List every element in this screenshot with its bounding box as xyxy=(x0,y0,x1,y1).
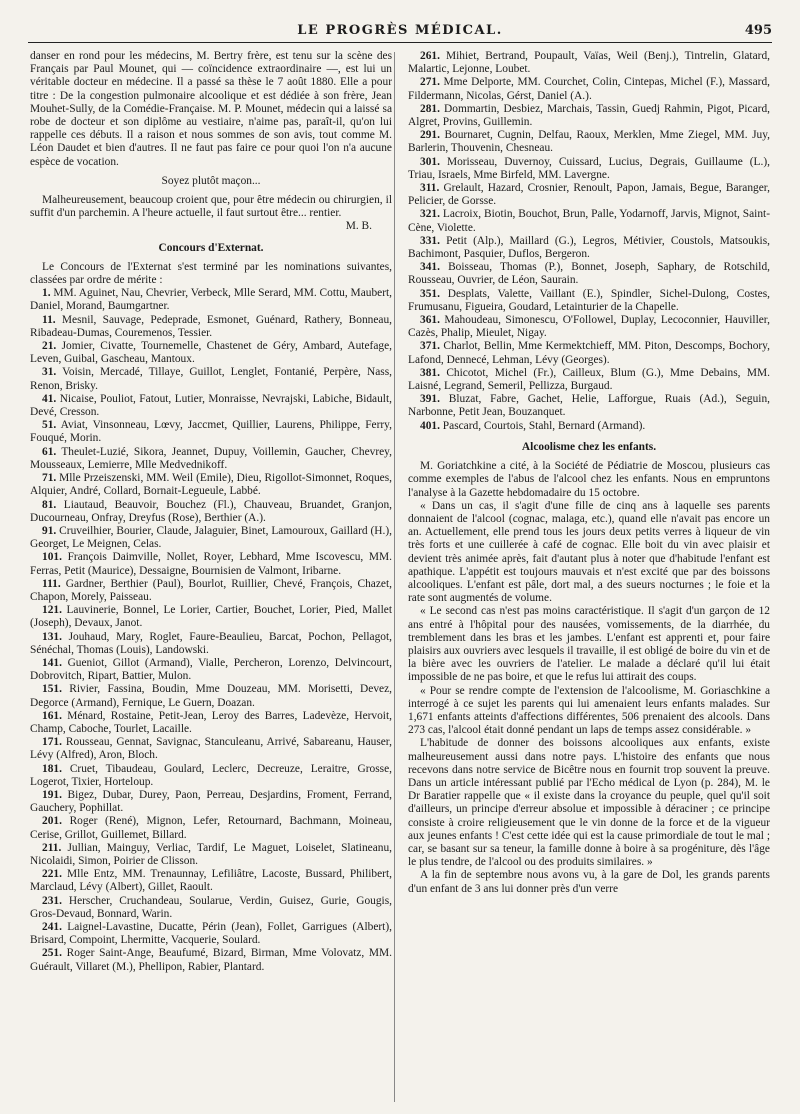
rank-number: 401. xyxy=(420,419,440,432)
rank-entry xyxy=(408,103,770,129)
rank-number: 181. xyxy=(42,762,62,775)
rank-number: 261. xyxy=(420,50,440,62)
rank-number: 391. xyxy=(420,393,440,406)
journal-title: LE PROGRÈS MÉDICAL. xyxy=(297,23,503,38)
rank-number: 311. xyxy=(420,182,440,195)
rank-names: Cruet, Tibaudeau, Goulard, Leclerc, Decreuze, Leraitre, Grosse, Logerot, Tixier, Horteloup. xyxy=(30,762,392,788)
rank-names: Mlle Entz, MM. Trenaunnay, Lefiliâtre, Lacoste, Bussard, Philibert, Marclaud, Lévy (Albert), Gillet, Raoult. xyxy=(30,868,392,894)
rank-names: Morisseau, Duvernoy, Cuissard, Lucius, Degrais, Guillaume (L.), Triau, Israels, Mme Birfeld, MM. Lavergne. xyxy=(408,155,770,181)
rank-entry xyxy=(408,208,770,234)
rank-names: Ménard, Rostaine, Petit-Jean, Leroy des Barres, Ladevèze, Hervoit, Champ, Caboche, Tourlet, Lacaille. xyxy=(30,709,392,735)
rank-number: 21. xyxy=(42,340,57,353)
rank-names: Bluzat, Fabre, Gachet, Helie, Lafforgue, Ruais (Ad.), Seguin, Narbonne, Petit Jean, Bouzanquet. xyxy=(408,393,770,419)
left-column xyxy=(30,50,392,1108)
rank-number: 51. xyxy=(42,419,57,432)
rank-entry xyxy=(30,551,392,577)
rank-entry xyxy=(30,763,392,789)
rank-entry xyxy=(30,393,392,419)
rank-number: 111. xyxy=(42,577,61,590)
rank-entry xyxy=(30,419,392,445)
rank-names: Mme Delporte, MM. Courchet, Colin, Cintepas, Michel (F.), Massard, Fildermann, Nicolas, Gérst, Daniel (A.). xyxy=(408,76,770,102)
rank-names: Theulet-Luzié, Sikora, Jeannet, Dupuy, Voillemin, Gaucher, Chevrey, Mousseaux, Lemierre, Mlle Medvednikoff. xyxy=(30,445,392,471)
rank-entry xyxy=(408,367,770,393)
alcool-article xyxy=(408,460,770,896)
article-paragraph: A la fin de septembre nous avons vu, à la gare de Dol, les grands parents d'un enfant de 3 ans lui donner près d'un verre xyxy=(408,869,770,895)
rank-number: 371. xyxy=(420,340,440,353)
intro-paragraph: danser en rond pour les médecins, M. Bertry frère, est tenu sur la scène des Français par Paul Mounet, qui — coïncidence extraordinaire —, est lui un véritable docteur en médecine. Il a passé sa thèse le 7 août 1880. Elle a pour titre : De la congestion pulmonaire alcoolique et est dédiée à son frère, Jean Mouhet-Sully, de la Comédie-Française. M. P. Mounet, médecin qui a laissé sa robe de docteur et son diplôme au vestiaire, n'aime pas, paraît-il, qu'on lui rappelle ces débuts. Il a raison et nous sommes de son avis, tout comme M. Léon Daudet et bien d'autres. Il ne faut pas faire ce pour quoi l'on n'a aucune espèce de vocation. xyxy=(30,50,392,168)
rank-entry xyxy=(30,472,392,498)
article-paragraph: L'habitude de donner des boissons alcooliques aux enfants, existe malheureusement aussi dans notre pays. L'histoire des enfants que nous recevons dans notre service de Bicêtre nous en fournit trop souvent la preuve. Dans un article intéressant publié par l'Echo médical de Lyon (p. 284), M. le Dr Baratier rappelle que « il existe dans la croyance du peuple, quel qu'il soit d'ailleurs, un principe d'erreur absolue et impossible à déraciner ; ce principe consiste à croire religieusement que le vin donne de la force et de la vigueur aux jeunes enfants ! C'est cette idée qui est la cause primordiale de tout le mal ; car, se basant sur sa teneur, la famille donne à boire à sa progéniture, dès l'âge le plus tendre, de l'alcool ou des produits similaires. » xyxy=(408,737,770,869)
rank-number: 221. xyxy=(42,868,62,881)
rank-number: 71. xyxy=(42,472,57,485)
rank-names: Jouhaud, Mary, Roglet, Faure-Beaulieu, Barcat, Pochon, Pellagot, Sénéchal, Thomas (Louis), Landowski. xyxy=(30,630,392,656)
rank-entry xyxy=(30,525,392,551)
article-paragraph: « Pour se rendre compte de l'extension de l'alcoolisme, M. Goriaschkine a interrogé à ce sujet les parents qui lui amenaient leurs enfants malades. Sur 1,671 enfants atteints d'affections différentes, 506 prenaient des alcools. Dans 273 cas, l'alcool était donné pendant un laps de temps assez considérable. » xyxy=(408,684,770,737)
rank-names: Dommartin, Desbiez, Marchais, Tassin, Guedj Rahmin, Pigot, Picard, Algret, Provins, Guillemin. xyxy=(408,102,770,129)
rank-names: Jullian, Mainguy, Verliac, Tardif, Le Maguet, Loiselet, Slatineanu, Nicolaidi, Simon, Poirier de Clisson. xyxy=(30,841,392,867)
rank-names: Pascard, Courtois, Stahl, Bernard (Armand). xyxy=(442,419,646,432)
rank-entry xyxy=(30,340,392,366)
rank-names: Roger Saint-Ange, Beaufumé, Bizard, Birman, Mme Volovatz, MM. Guérault, Villaret (M.), Phellipon, Rabier, Plantard. xyxy=(30,947,392,973)
rank-entry xyxy=(30,842,392,868)
rank-names: Charlot, Bellin, Mme Kermektchieff, MM. Piton, Descomps, Bochory, Lafond, Dennecé, Lehman, Lévy (Georges). xyxy=(408,340,770,366)
rank-entry xyxy=(30,604,392,630)
rank-entry xyxy=(30,499,392,525)
rank-entry xyxy=(408,156,770,182)
rank-names: Laignel-Lavastine, Ducatte, Périn (Jean), Follet, Garrigues (Albert), Brisard, Compoint, Lhermitte, Vacquerie, Soulard. xyxy=(30,921,392,947)
rank-names: MM. Aguinet, Nau, Chevrier, Verbeck, Mlle Serard, MM. Cottu, Maubert, Daniel, Morand, Baumgartner. xyxy=(30,287,392,313)
concours-title: Concours d'Externat. xyxy=(158,241,264,254)
rank-number: 151. xyxy=(42,683,62,696)
rank-entry xyxy=(408,314,770,340)
rank-number: 251. xyxy=(42,947,62,960)
rank-names: Bournaret, Cugnin, Delfau, Raoux, Merklen, Mme Ziegel, MM. Juy, Barlerin, Thouvenin, Chesneau. xyxy=(408,129,770,155)
rank-number: 341. xyxy=(420,261,440,274)
rank-names: Desplats, Valette, Vaillant (E.), Spindler, Sichel-Dulong, Costes, Frumusanu, Figueira, Goudard, Letainturier de la Chapelle. xyxy=(408,287,770,313)
rank-names: Chicotot, Michel (Fr.), Cailleux, Blum (G.), Mme Debains, MM. Laisné, Legrand, Semeril, Pellizza, Burgaud. xyxy=(408,366,770,393)
rank-names: Jomier, Civatte, Tournemelle, Chastenet de Géry, Ambard, Autefage, Leven, Guibal, Gascheau, Mantoux. xyxy=(30,340,392,366)
rank-entry xyxy=(30,921,392,947)
rank-entry xyxy=(30,287,392,313)
rank-number: 61. xyxy=(42,445,57,458)
rank-names: Boisseau, Thomas (P.), Bonnet, Joseph, Saphary, de Rotschild, Rousseau, Ouvrier, de Léon, Saurain. xyxy=(408,261,770,287)
rank-names: Aviat, Vinsonneau, Lœvy, Jaccmet, Quillier, Laurens, Philippe, Ferry, Fouqué, Morin. xyxy=(30,419,392,445)
rank-names: Gueniot, Gillot (Armand), Vialle, Percheron, Lorenzo, Delvincourt, Dobrovitch, Ripart, Battier, Mulon. xyxy=(30,656,392,683)
right-rank-list xyxy=(408,50,770,433)
rank-names: Lacroix, Biotin, Bouchot, Brun, Palle, Yodarnoff, Jarvis, Mignot, Saint-Cène, Violette. xyxy=(408,208,770,234)
rank-number: 381. xyxy=(420,366,440,379)
signature: M. B. xyxy=(345,220,372,233)
rank-entry xyxy=(408,393,770,419)
rank-number: 91. xyxy=(42,524,57,537)
rank-entry xyxy=(30,631,392,657)
rank-number: 201. xyxy=(42,815,62,828)
rank-entry xyxy=(30,736,392,762)
column-divider xyxy=(394,52,395,1102)
rank-names: Mahoudeau, Simonescu, O'Followel, Duplay, Lecoconnier, Hauviller, Cazès, Phalip, Mieulet, Nigay. xyxy=(408,314,770,340)
rank-number: 241. xyxy=(42,921,62,933)
rank-entry xyxy=(408,340,770,366)
rank-entry xyxy=(30,710,392,736)
article-paragraph: « Dans un cas, il s'agit d'une fille de cinq ans à laquelle ses parents donnaient de l'alcool (cognac, malaga, etc.), quand elle n'avait pas encore un an. Actuellement, elle prend tous les jours deux petits verres à liqueur de vin très forts et une cuillerée à café de cognac. Elle boit du vin avec plaisir et devient très animée après, fait d'autant plus à noter que d'habitude l'enfant est apathique. L'appétit est toujours mauvais et n'est excité que par des boissons alcooliques. L'enfant est pâle, dort mal, a des sueurs nocturnes ; le foie et la rate sont augmentés de volume. xyxy=(408,499,770,605)
page-header xyxy=(28,18,772,43)
rank-names: Herscher, Cruchandeau, Soularue, Verdin, Guisez, Gurie, Gougis, Gros-Devaud, Bonnard, Warin. xyxy=(30,894,392,920)
rank-entry xyxy=(30,314,392,340)
rank-number: 321. xyxy=(420,208,440,221)
rank-number: 231. xyxy=(42,894,62,907)
article-paragraph: M. Goriatchkine a cité, à la Société de Pédiatrie de Moscou, plusieurs cas comme exemples de l'abus de l'alcool chez les enfants. Nous en empruntons l'analyse à la Gazette hebdomadaire du 15 octobre. xyxy=(408,460,770,499)
rank-entry xyxy=(408,50,770,76)
concours-intro: Le Concours de l'Externat s'est terminé par les nominations suivantes, classées par ordre de mérite : xyxy=(30,260,392,287)
right-column xyxy=(408,50,770,1108)
rank-number: 281. xyxy=(420,102,440,115)
rank-number: 121. xyxy=(42,604,62,617)
rank-entry xyxy=(30,578,392,604)
page-number: 495 xyxy=(744,23,772,38)
rank-entry xyxy=(408,420,770,433)
rank-number: 331. xyxy=(420,234,440,247)
article-paragraph: « Le second cas n'est pas moins caractéristique. Il s'agit d'un garçon de 12 ans entré à l'hôpital pour des nausées, vomissements, de la diarrhée, du tremblement dans les bras et les jambes. L'enfant est apprenti et, pour faire plaisirs aux ouvriers avec lesquels il travaille, il est obligé de boire du vin et de la bière avec les ouvriers de l'atelier. Le malade a déclaré qu'il lui était impossible de ne pas boire, et que le refus lui attirait des coups. xyxy=(408,605,770,684)
rank-entry xyxy=(30,789,392,815)
rank-names: Nicaise, Pouliot, Fatout, Lutier, Monraisse, Nevrajski, Labiche, Bidault, Devé, Cresson. xyxy=(30,392,392,419)
rank-number: 361. xyxy=(420,314,440,327)
rank-names: Mihiet, Bertrand, Poupault, Vaïas, Weil (Benj.), Tintrelin, Glatard, Malartic, Lejonne, Loubet. xyxy=(408,50,770,76)
rank-entry xyxy=(408,182,770,208)
rank-entry xyxy=(30,815,392,841)
rank-number: 81. xyxy=(42,498,57,511)
rank-names: Rousseau, Gennat, Savignac, Stanculeanu, Arrivé, Sabareanu, Hauser, Lévy (Alfred), Aron, Bloch. xyxy=(30,736,392,762)
rank-number: 101. xyxy=(42,551,62,564)
rank-entry xyxy=(408,76,770,102)
rank-names: Mlle Przeiszenski, MM. Weil (Emile), Dieu, Rigollot-Simonnet, Roques, Alquier, André, Collard, Bornait-Legueule, Labbé. xyxy=(30,472,392,498)
rank-names: Mesnil, Sauvage, Pedeprade, Esmonet, Guénard, Rathery, Bonneau, Ribadeau-Dumas, Couremenos, Tessier. xyxy=(30,313,392,339)
rank-entry xyxy=(30,683,392,709)
rank-names: Grelault, Hazard, Crosnier, Renoult, Papon, Jamais, Begue, Baranger, Pelicier, de Gorsse. xyxy=(408,182,770,208)
rank-number: 301. xyxy=(420,155,440,168)
rank-entry xyxy=(30,947,392,973)
rank-number: 41. xyxy=(42,392,57,405)
rank-number: 1. xyxy=(42,287,51,300)
rank-names: Bigez, Dubar, Durey, Paon, Perreau, Desjardins, Froment, Ferrand, Gauchery, Pophillat. xyxy=(30,788,392,815)
rank-number: 131. xyxy=(42,630,62,643)
rank-number: 291. xyxy=(420,129,440,142)
rank-number: 31. xyxy=(42,366,57,379)
left-rank-list xyxy=(30,287,392,974)
rank-number: 11. xyxy=(42,313,56,326)
rank-number: 271. xyxy=(420,76,440,89)
rank-number: 351. xyxy=(420,287,440,300)
rank-entry xyxy=(408,129,770,155)
alcool-title: Alcoolisme chez les enfants. xyxy=(521,440,657,453)
rank-entry xyxy=(408,261,770,287)
rank-names: Lauvinerie, Bonnel, Le Lorier, Cartier, Bouchet, Lorier, Pied, Mallet (Joseph), Devaux, Janot. xyxy=(30,604,392,630)
rank-entry xyxy=(30,446,392,472)
rank-number: 191. xyxy=(42,788,62,801)
rank-names: François Daimville, Nollet, Royer, Lebhard, Mme Iscovescu, MM. Ferras, Petit (Maurice), Dessaigne, Bournisien de Valmont, Iribarne. xyxy=(30,551,392,577)
rank-number: 171. xyxy=(42,736,62,749)
rank-names: Liautaud, Beauvoir, Bouchez (Fl.), Chauveau, Bruandet, Granjon, Ducourneau, Onfray, Dreyfus (Rose), Berthier (A.). xyxy=(30,498,392,524)
rank-entry xyxy=(30,895,392,921)
rank-names: Rivier, Fassina, Boudin, Mme Douzeau, MM. Morisetti, Devez, Degorce (Armand), Fernique, Le Guern, Doazan. xyxy=(30,683,392,709)
rank-number: 161. xyxy=(42,709,62,722)
closing-paragraph: Malheureusement, beaucoup croient que, pour être médecin ou chirurgien, il suffit d'un parchemin. A l'heure actuelle, il faut surtout être... rentier. xyxy=(30,194,392,220)
rank-names: Voisin, Mercadé, Tillaye, Guillot, Lenglet, Fontanié, Perpère, Nass, Renon, Brisky. xyxy=(30,366,392,392)
quote-line: Soyez plutôt maçon... xyxy=(161,174,261,187)
rank-entry xyxy=(30,657,392,683)
rank-entry xyxy=(30,868,392,894)
rank-entry xyxy=(408,235,770,261)
rank-entry xyxy=(30,366,392,392)
rank-names: Roger (René), Mignon, Lefer, Retournard, Bachmann, Moineau, Cerise, Grillot, Guillemet, Billard. xyxy=(30,815,392,841)
rank-names: Petit (Alp.), Maillard (G.), Legros, Métivier, Coustols, Matsoukis, Bachimont, Pasquier, Duflos, Bergeron. xyxy=(408,234,770,261)
rank-number: 141. xyxy=(42,656,62,669)
rank-number: 211. xyxy=(42,841,62,854)
rank-names: Cruveilhier, Bourier, Claude, Jalaguier, Binet, Lamouroux, Gaillard (H.), Georget, Le Meignen, Celas. xyxy=(30,524,392,551)
rank-names: Gardner, Berthier (Paul), Bourlot, Ruillier, Chevé, François, Chazet, Chapon, Morely, Paisseau. xyxy=(30,577,392,603)
rank-entry xyxy=(408,288,770,314)
